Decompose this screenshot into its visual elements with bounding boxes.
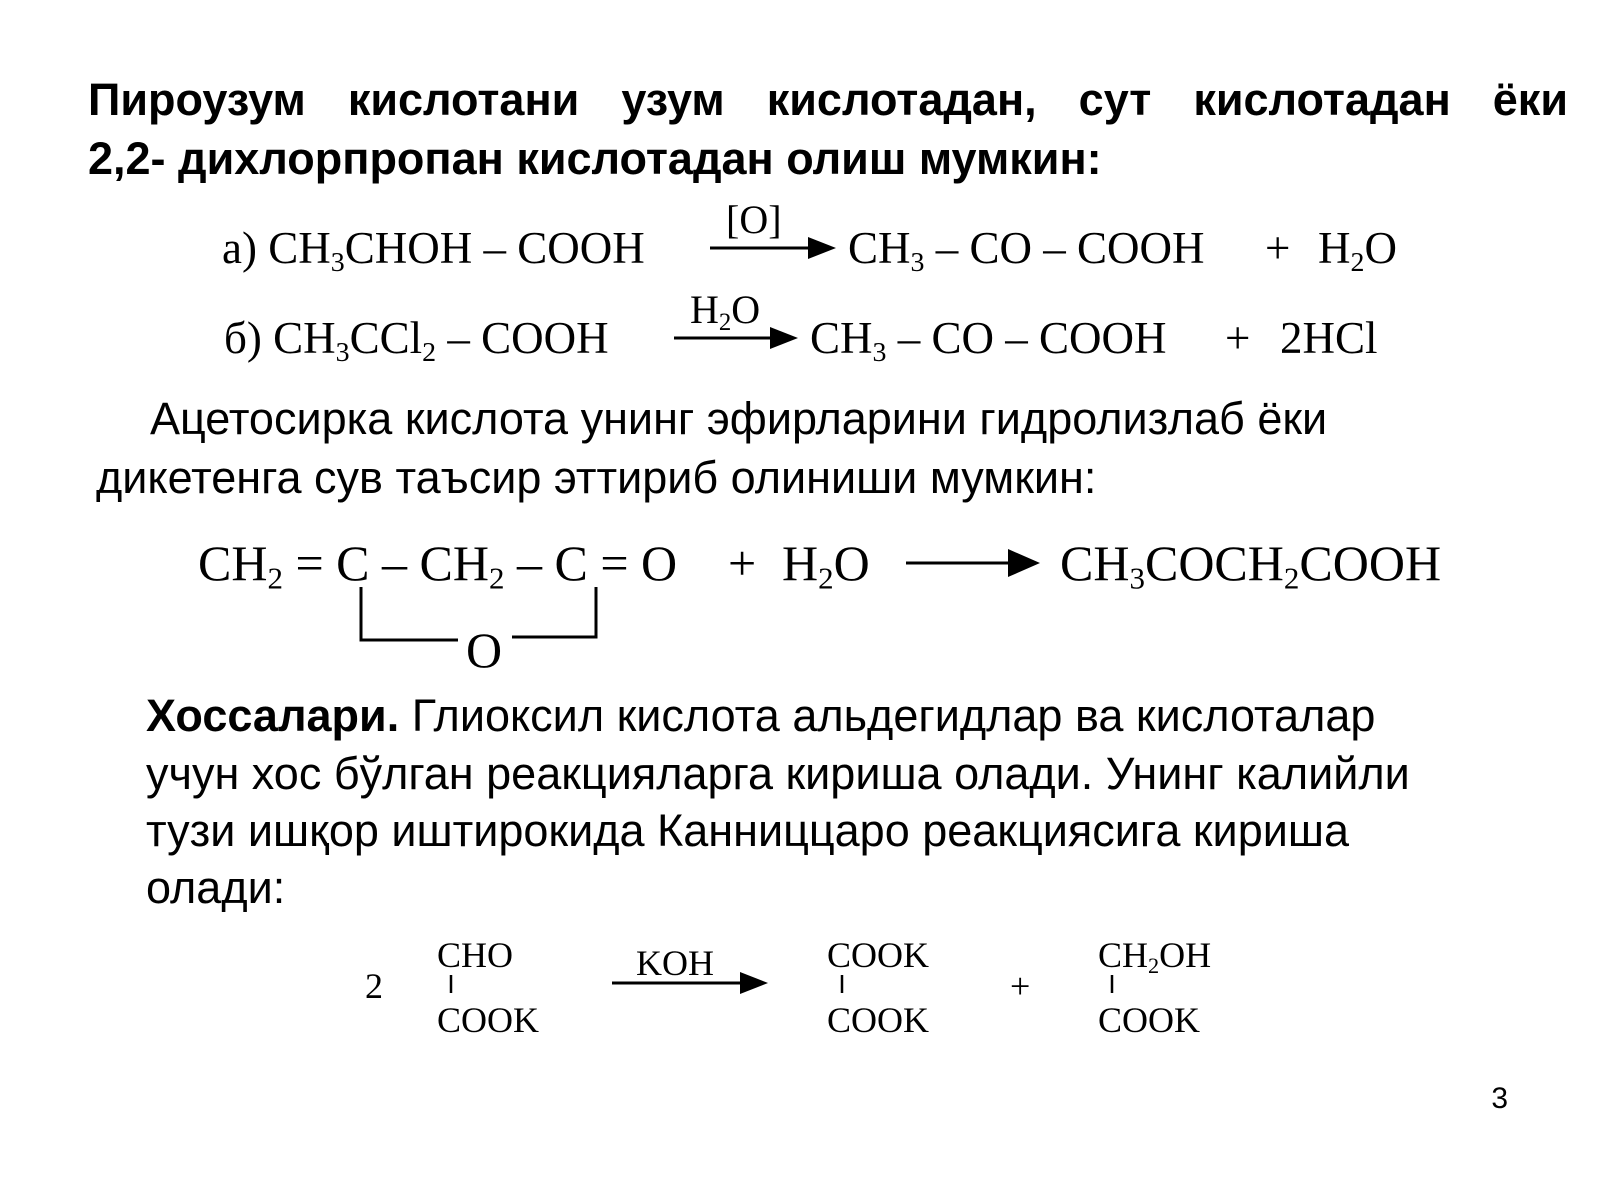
reaction-d-product-2-bottom: COOK (1098, 1000, 1201, 1040)
formula-part: CH (810, 313, 873, 363)
heading-word: кислотани (347, 74, 580, 125)
formula-part: CH (268, 223, 331, 273)
reaction-b-label: б) (224, 313, 262, 363)
formula-part: O (1364, 223, 1397, 273)
reaction-d-condition: KOH (636, 943, 714, 983)
formula-part: H (690, 287, 719, 332)
subscript: 3 (330, 246, 345, 278)
reaction-b-plus: + (1225, 313, 1251, 363)
reaction-a-label: а) (222, 223, 257, 273)
subscript: 2 (422, 336, 437, 368)
subscript: 3 (1129, 560, 1145, 596)
heading-word: кислотадан, (766, 74, 1037, 125)
formula-part: CH (1098, 935, 1149, 975)
subscript: 2 (1283, 560, 1300, 596)
subscript: 2 (488, 560, 505, 596)
formula-part: CH (1060, 535, 1130, 591)
reaction-d-reactant-bottom: COOK (437, 1000, 540, 1040)
reaction-d-product-1-bottom: COOK (827, 1000, 930, 1040)
heading-word: сут (1078, 74, 1152, 125)
formula-part: O (731, 287, 761, 332)
formula-part: CH (198, 535, 268, 591)
subscript: 3 (872, 336, 887, 368)
formula-part: – C = O (504, 535, 678, 591)
paragraph-2-line-3: тузи ишқор иштирокида Канниццаро реакциясига кириша (146, 805, 1349, 856)
reaction-a-plus: + (1265, 223, 1291, 273)
formula-part: – CO – COOH (886, 313, 1167, 363)
formula-part: H (1318, 223, 1351, 273)
reaction-d-plus: + (1010, 966, 1031, 1006)
formula-part: H (782, 535, 819, 591)
formula-part: = C – CH (282, 535, 489, 591)
heading-word: кислотадан (1193, 74, 1451, 125)
formula-part: O (833, 535, 870, 591)
subscript: 3 (335, 336, 350, 368)
reaction-d-coefficient: 2 (365, 966, 383, 1006)
subscript: 2 (718, 308, 732, 336)
subscript: 3 (910, 246, 925, 278)
paragraph-2-line-2: учун хос бўлган реакцияларга кириша олади. Унинг калийли (146, 748, 1410, 799)
heading-line-2: 2,2- дихлорпропан кислотадан олиш мумкин: (88, 133, 1102, 184)
paragraph-1-line-1: Ацетосирка кислота унинг эфирларини гидролизлаб ёки (150, 393, 1328, 444)
heading-word: Пироузум (88, 74, 306, 125)
reaction-c-plus: + (728, 535, 757, 591)
paragraph-2-text: Глиоксил кислота альдегидлар ва кислоталар (399, 690, 1376, 741)
reaction-a-condition: [O] (726, 197, 782, 242)
formula-part: CCl (349, 313, 423, 363)
page-number: 3 (1491, 1082, 1508, 1115)
formula-part: COCH (1144, 535, 1284, 591)
formula-part: CH (273, 313, 336, 363)
subscript: 2 (1350, 246, 1365, 278)
subscript: 2 (267, 560, 283, 596)
paragraph-1-line-2: дикетенга сув таъсир эттириб олиниши мумкин: (96, 452, 1097, 503)
paragraph-2-line-4: олади: (146, 862, 286, 913)
formula-part: COOH (1299, 535, 1442, 591)
heading-word: узум (621, 74, 725, 125)
properties-label: Хоссалари. (146, 690, 400, 741)
reaction-b-hcl: 2HCl (1280, 313, 1378, 363)
formula-part: CH (848, 223, 911, 273)
diketene-ring-oxygen: O (466, 622, 503, 678)
formula-part: – CO – COOH (924, 223, 1205, 273)
reaction-d-product-1-top: COOK (827, 935, 930, 975)
formula-part: – COOH (436, 313, 609, 363)
formula-part: CHOH – COOH (344, 223, 645, 273)
subscript: 2 (818, 560, 834, 596)
formula-part: OH (1159, 935, 1212, 975)
reaction-d-reactant-top: CHO (437, 935, 514, 975)
subscript: 2 (1148, 953, 1160, 979)
heading-word: ёки (1492, 74, 1568, 125)
